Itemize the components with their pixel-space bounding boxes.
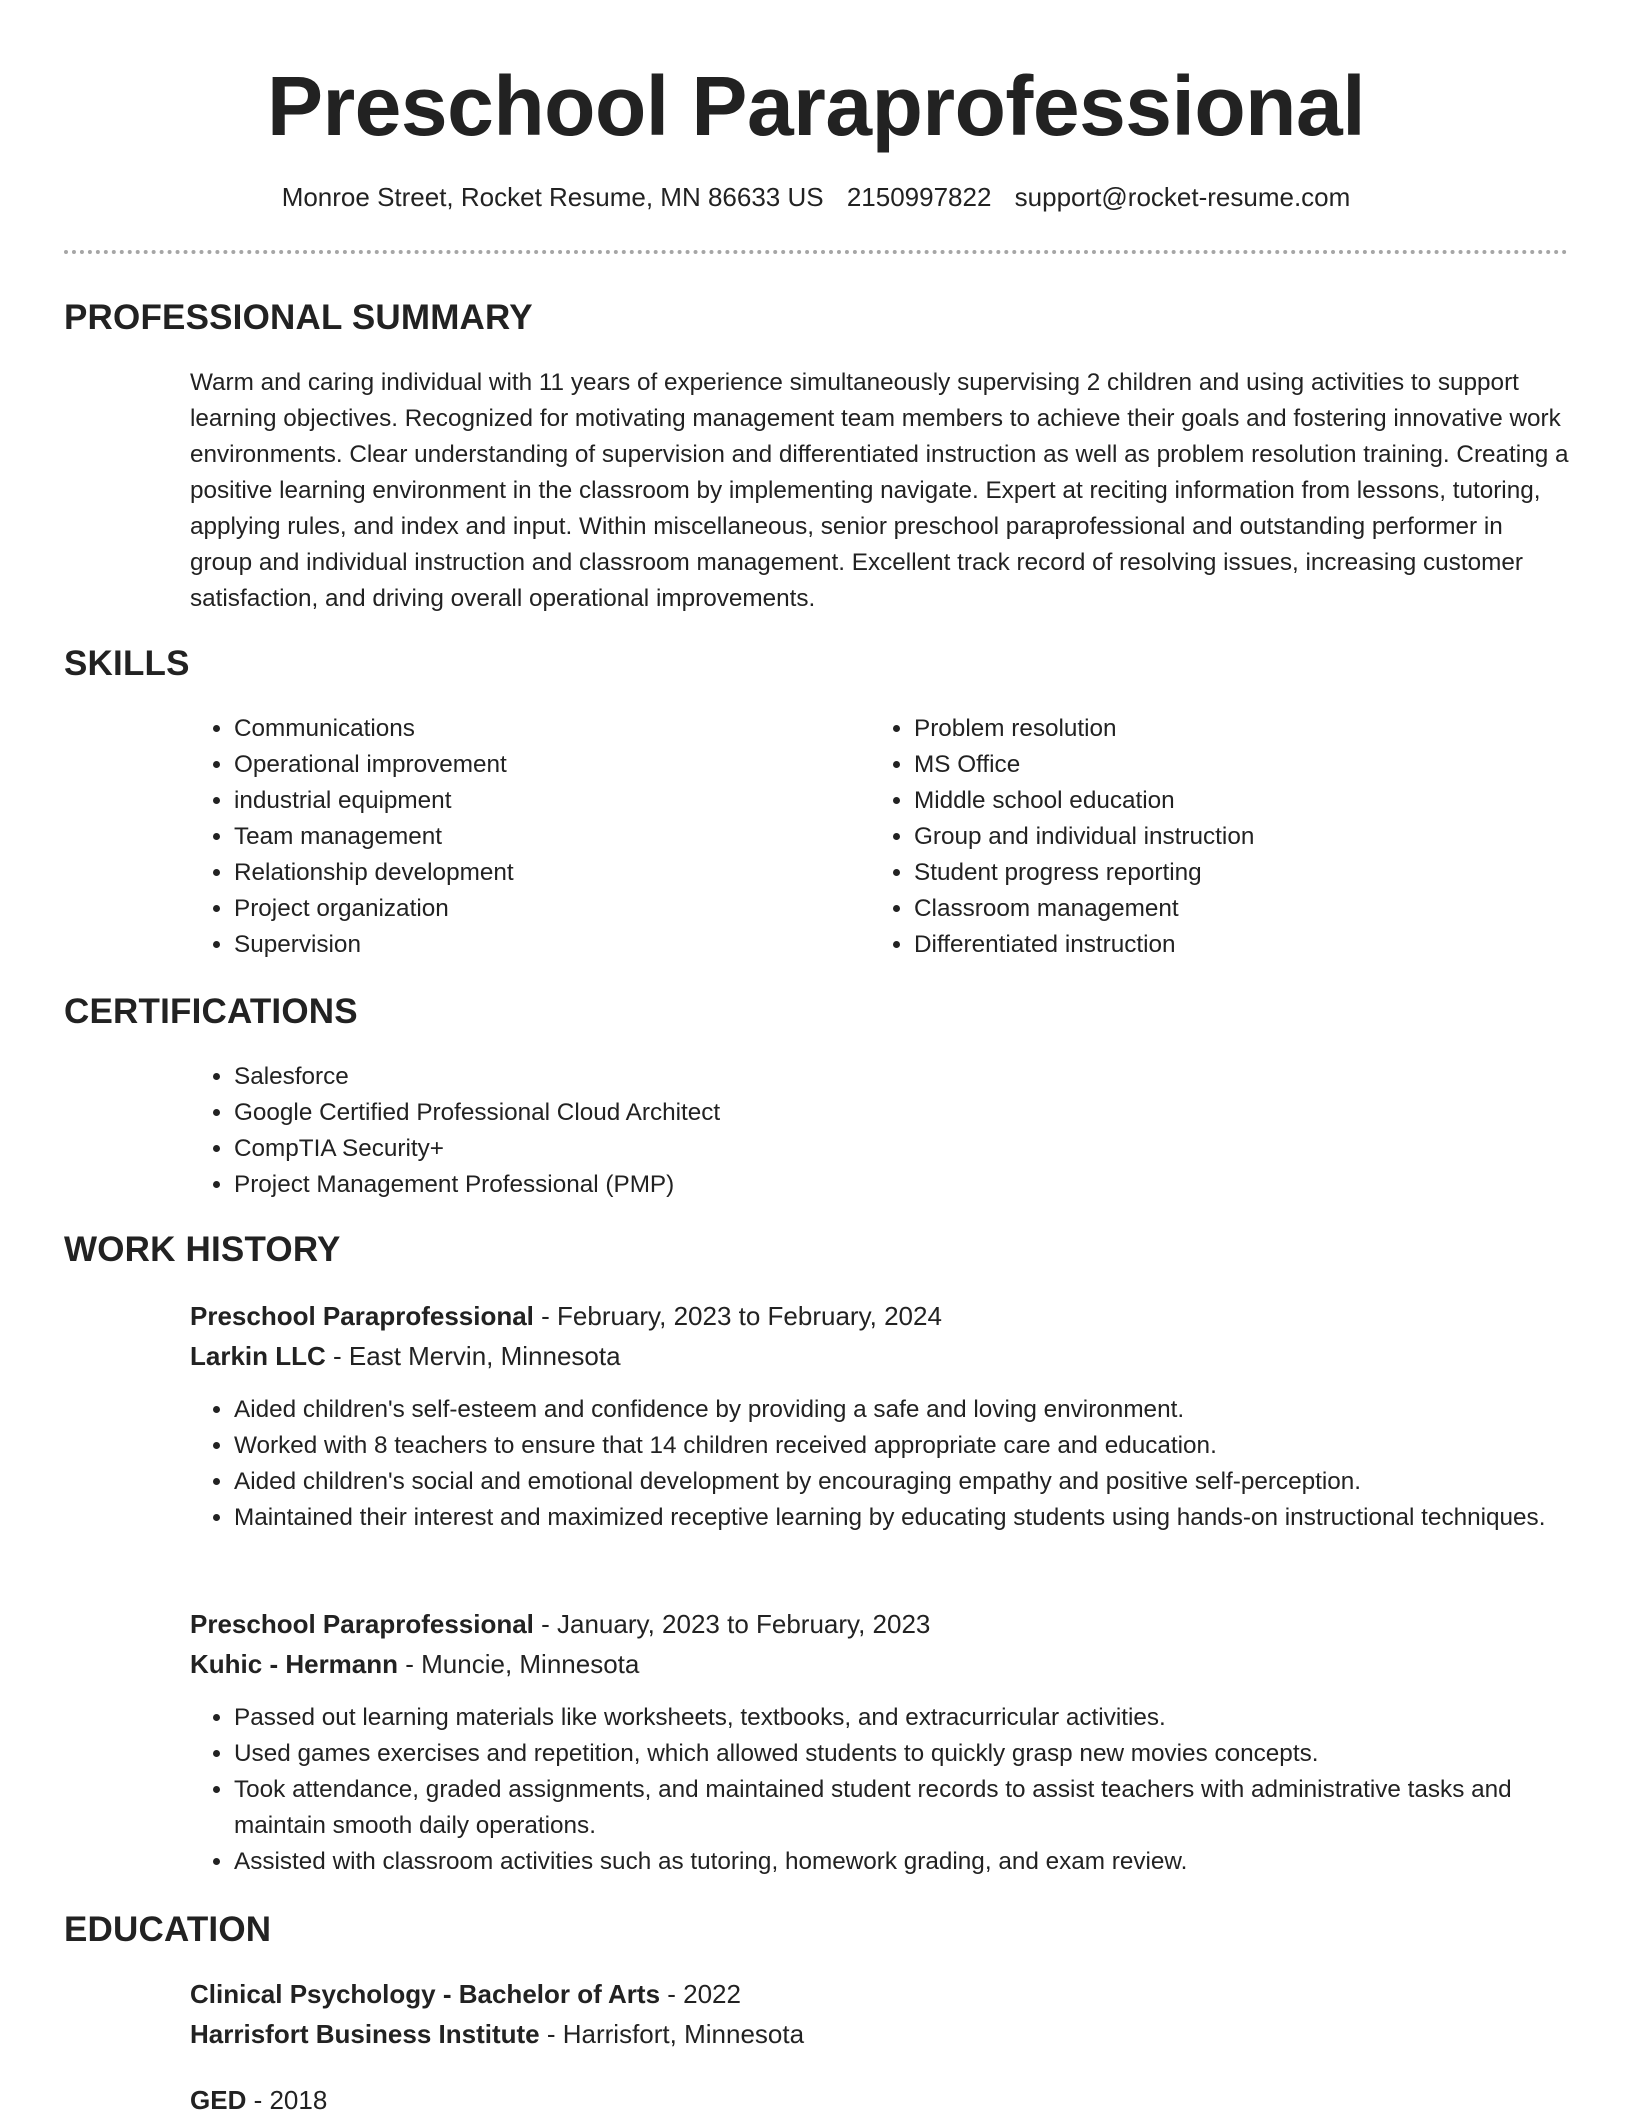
skill-item: • Communications — [234, 711, 834, 747]
work-history-heading: WORK HISTORY — [64, 1230, 341, 1269]
skill-item: • Project organization — [234, 891, 834, 927]
education-school: Harrisfort Business Institute — [190, 2019, 540, 2049]
summary-text: Warm and caring individual with 11 years of experience simultaneously supervising 2 children and using activities to support learning objectives. Recognized for motivating management team members to achieve their goals and fostering innovative work environments. Clear understanding of supervision and differentiated instruction as well as problem resolution training. Creating a positive learning environment in the classroom by implementing navigate. Expert at reciting information from lessons, tutoring, applying rules, and index and input. Within miscellaneous, senior preschool paraprofessional and outstanding performer in group and individual instruction and classroom management. Excellent track record of resolving issues, increasing customer satisfaction, and driving overall operational improvements. — [190, 369, 1569, 612]
skill-item: • Operational improvement — [234, 747, 834, 783]
education-year: - 2018 — [246, 2085, 328, 2115]
job-bullet: • Passed out learning materials like worksheets, textbooks, and extracurricular activities. — [234, 1700, 1594, 1736]
skill-item: • MS Office — [914, 747, 1574, 783]
education-year: - 2022 — [660, 1979, 741, 2009]
skill-item: • Classroom management — [914, 891, 1574, 927]
job-title: Preschool Paraprofessional — [190, 1609, 534, 1639]
summary-heading: PROFESSIONAL SUMMARY — [64, 298, 533, 337]
education-degree: Clinical Psychology - Bachelor of Arts — [190, 1979, 661, 2009]
job-bullet: • Took attendance, graded assignments, and maintained student records to assist teachers with administrative tasks and maintain smooth daily operations. — [234, 1772, 1594, 1844]
contact-email: support@rocket-resume.com — [1014, 182, 1351, 212]
job-location: - East Mervin, Minnesota — [325, 1341, 621, 1371]
resume-name: Preschool Paraprofessional — [266, 59, 1366, 153]
skills-heading: SKILLS — [64, 644, 190, 683]
certifications-list — [190, 1059, 1534, 1203]
skill-item: • Group and individual instruction — [914, 819, 1574, 855]
education-degree: GED — [190, 2085, 247, 2115]
job-title-line — [190, 1606, 930, 1642]
skill-item: • Team management — [234, 819, 834, 855]
skills-list-right — [870, 711, 1574, 963]
certification-item: • Salesforce — [234, 1059, 1534, 1095]
education-degree-line — [190, 1976, 741, 2012]
job-company-line — [190, 1338, 621, 1374]
job-title: Preschool Paraprofessional — [190, 1301, 534, 1331]
job-dates: - January, 2023 to February, 2023 — [533, 1609, 931, 1639]
education-location: - Harrisfort, Minnesota — [539, 2019, 805, 2049]
job-company: Kuhic - Hermann — [190, 1649, 399, 1679]
skill-item: • Relationship development — [234, 855, 834, 891]
header-divider — [64, 250, 1568, 254]
education-school-line — [190, 2016, 804, 2052]
job-title-line — [190, 1298, 942, 1334]
job-bullet: • Worked with 8 teachers to ensure that 14 children received appropriate care and education. — [234, 1428, 1594, 1464]
job-dates: - February, 2023 to February, 2024 — [533, 1301, 942, 1331]
job-bullet: • Assisted with classroom activities such as tutoring, homework grading, and exam review. — [234, 1844, 1594, 1880]
job-bullet: • Used games exercises and repetition, which allowed students to quickly grasp new movies concepts. — [234, 1736, 1594, 1772]
job-bullets — [190, 1392, 1594, 1536]
job-location: - Muncie, Minnesota — [398, 1649, 640, 1679]
skill-item: • Student progress reporting — [914, 855, 1574, 891]
skill-item: • Differentiated instruction — [914, 927, 1574, 963]
skill-item: • Middle school education — [914, 783, 1574, 819]
job-company-line — [190, 1646, 639, 1682]
education-heading: EDUCATION — [64, 1910, 272, 1949]
job-bullets — [190, 1700, 1594, 1880]
contact-phone: 2150997822 — [846, 182, 992, 212]
skill-item: • industrial equipment — [234, 783, 834, 819]
job-bullet: • Aided children's social and emotional development by encouraging empathy and positive self-perception. — [234, 1464, 1594, 1500]
job-company: Larkin LLC — [190, 1341, 326, 1371]
contact-address: Monroe Street, Rocket Resume, MN 86633 US — [281, 182, 824, 212]
certifications-heading: CERTIFICATIONS — [64, 992, 358, 1031]
education-degree-line — [190, 2082, 327, 2118]
contact-line — [0, 182, 1632, 213]
certification-item: • Project Management Professional (PMP) — [234, 1167, 1534, 1203]
certification-item: • Google Certified Professional Cloud Architect — [234, 1095, 1534, 1131]
certification-item: • CompTIA Security+ — [234, 1131, 1534, 1167]
skill-item: • Problem resolution — [914, 711, 1574, 747]
job-bullet: • Aided children's self-esteem and confidence by providing a safe and loving environment. — [234, 1392, 1594, 1428]
skill-item: • Supervision — [234, 927, 834, 963]
skills-list-left — [190, 711, 834, 963]
job-bullet: • Maintained their interest and maximized receptive learning by educating students using hands-on instructional techniques. — [234, 1500, 1594, 1536]
